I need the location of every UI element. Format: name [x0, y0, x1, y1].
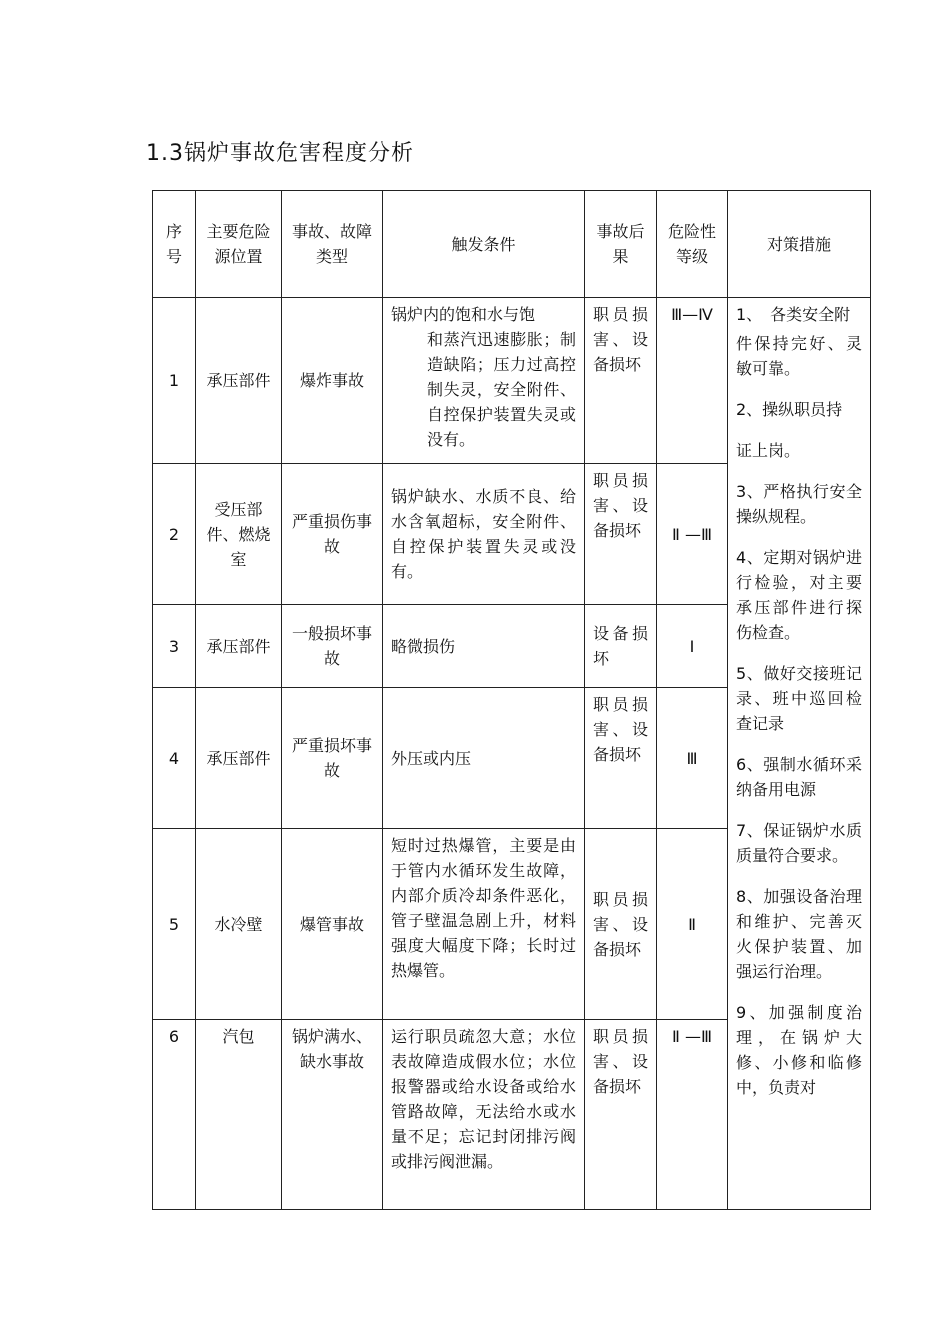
- row-result: 设备损坏: [585, 605, 657, 688]
- row-no: 3: [153, 605, 196, 688]
- header-measures: 对策措施: [728, 191, 871, 298]
- row-location: 承压部件: [196, 605, 282, 688]
- row-type: 爆炸事故: [282, 298, 383, 464]
- measure-item: 5、做好交接班记录、班中巡回检查记录: [736, 664, 862, 733]
- row-condition: 锅炉缺水、水质不良、给水含氧超标，安全附件、自控保护装置失灵或没有。: [383, 464, 585, 605]
- row-result: 职员损害、设备损坏: [585, 829, 657, 1020]
- row-condition: 外压或内压: [383, 688, 585, 829]
- row-location: 水冷壁: [196, 829, 282, 1020]
- measure-item: 8、加强设备治理和维护、完善灭火保护装置、加强运行治理。: [736, 887, 862, 981]
- row-result: 职员损害、设备损坏: [585, 688, 657, 829]
- row-location: 受压部件、燃烧室: [196, 464, 282, 605]
- row-type: 严重损坏事故: [282, 688, 383, 829]
- row-condition: 略微损伤: [383, 605, 585, 688]
- header-condition: 触发条件: [383, 191, 585, 298]
- row-level: Ⅲ: [657, 688, 728, 829]
- row-level: Ⅱ: [657, 829, 728, 1020]
- condition-first-line: 锅炉内的饱和水与饱: [391, 305, 536, 324]
- measure-item: 4、定期对锅炉进行检验，对主要承压部件进行探伤检查。: [736, 548, 862, 642]
- row-level: Ⅲ—Ⅳ: [657, 298, 728, 464]
- row-condition: 运行职员疏忽大意；水位表故障造成假水位；水位报警器或给水设备或给水管路故障，无法给水或水量不足；忘记封闭排污阀或排污阀泄漏。: [383, 1020, 585, 1210]
- row-no: 4: [153, 688, 196, 829]
- measure-item: 件保持完好、灵敏可靠。: [736, 334, 862, 378]
- row-result: 职员损害、设备损坏: [585, 464, 657, 605]
- table-row: [153, 298, 871, 464]
- measure-item: 3、严格执行安全操纵规程。: [736, 482, 862, 526]
- row-no: 2: [153, 464, 196, 605]
- row-location: 承压部件: [196, 688, 282, 829]
- page-title: 1.3锅炉事故危害程度分析: [146, 141, 414, 166]
- table-header-row: [153, 191, 871, 298]
- row-no: 6: [153, 1020, 196, 1210]
- header-location: 主要危险源位置: [196, 191, 282, 298]
- row-type: 锅炉满水、缺水事故: [282, 1020, 383, 1210]
- header-type: 事故、故障类型: [282, 191, 383, 298]
- measure-item: 证上岗。: [736, 441, 801, 460]
- row-condition: 短时过热爆管，主要是由于管内水循环发生故障，内部介质冷却条件恶化，管子壁温急剧上升，材料强度大幅度下降；长时过热爆管。: [383, 829, 585, 1020]
- hazard-table: [152, 190, 871, 1210]
- measures-cell: [728, 298, 871, 1210]
- measure-item: 6、强制水循环采纳备用电源: [736, 755, 862, 799]
- measure-item: 1、 各类安全附: [736, 305, 851, 324]
- row-level: Ⅱ —Ⅲ: [657, 1020, 728, 1210]
- row-no: 1: [153, 298, 196, 464]
- measure-item: 9、加强制度治理，在锅炉大修、小修和临修中，负责对: [736, 1003, 862, 1097]
- row-level: Ⅰ: [657, 605, 728, 688]
- row-location: 承压部件: [196, 298, 282, 464]
- row-result: 职员损害、设备损坏: [585, 1020, 657, 1210]
- row-type: 一般损坏事故: [282, 605, 383, 688]
- measure-item: 7、保证锅炉水质质量符合要求。: [736, 821, 862, 865]
- condition-rest: 和蒸汽迅速膨胀；制造缺陷；压力过高控制失灵，安全附件、自控保护装置失灵或没有。: [427, 330, 576, 449]
- row-condition: [383, 298, 585, 464]
- row-level: Ⅱ —Ⅲ: [657, 464, 728, 605]
- row-type: 严重损伤事故: [282, 464, 383, 605]
- row-result: 职员损害、设备损坏: [585, 298, 657, 464]
- measure-item: 2、操纵职员持: [736, 400, 843, 419]
- header-result: 事故后果: [585, 191, 657, 298]
- header-level: 危险性等级: [657, 191, 728, 298]
- row-no: 5: [153, 829, 196, 1020]
- row-location: 汽包: [196, 1020, 282, 1210]
- row-type: 爆管事故: [282, 829, 383, 1020]
- header-no: 序号: [153, 191, 196, 298]
